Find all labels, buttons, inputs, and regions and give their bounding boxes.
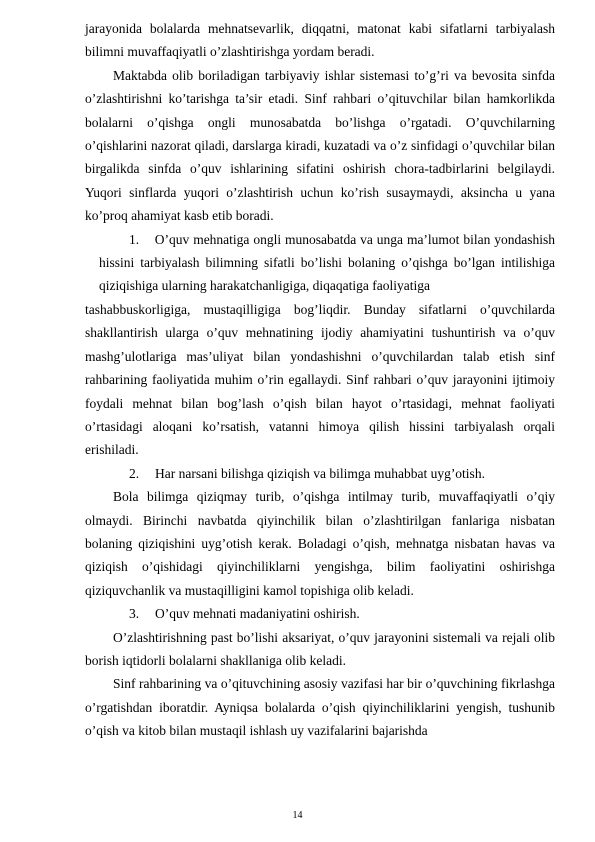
list-item-2-text: Har narsani bilishga qiziqish va bilimga muhabbat uyg’otish. [155,465,485,481]
list-item-1-line [99,228,555,298]
paragraph-5: O’zlashtirishning past bo’lishi aksariyat, o’quv jarayonini sistemali va rejali olib borish iqtidorli bolalarni shakllaniga olib keladi. [85,629,555,668]
list-item-2-number: 2. [129,465,140,481]
list-item-1-number: 1. [129,231,140,247]
paragraph-6: Sinf rahbarining va o’qituvchining asosiy vazifasi har bir o’quvchining fikrlashga o’rgatishdan iboratdir. Ayniqsa bolalarda o’qish qiyinchiliklarini yengish, tushunib o’qish va kitob bilan mustaqil ishlash uy vazifalarini bajarishda [85,676,555,739]
paragraph-1: jarayonida bolalarda mehnatsevarlik, diqqatni, matonat kabi sifatlarni tarbiyalash bilimni muvaffaqiyatli o’zlashtirishga yordam beradi. [85,21,555,60]
paragraph-4: Bola bilimga qiziqmay turib, o’qishga intilmay turib, muvaffaqiyatli o’qiy olmaydi. Birinchi navbatda qiyinchilik bilan o’zlashtirilgan fanlariga nisbatan bolaning qiziqishini uyg’otish kerak. Boladagi o’qish, mehnatga nisbatan havas va qiziqish o’qishidagi qiyinchiliklarni yengishga, bilim faoliyatini oshirishga qiziquvchanlik va mustaqilligini kamol topishiga olib keladi. [85,489,555,598]
page-number: 14 [292,810,303,821]
list-item-2 [85,462,555,485]
document-body [85,17,555,743]
list-item-3 [85,602,555,625]
list-item-3-number: 3. [129,606,140,622]
paragraph-2: Maktabda olib boriladigan tarbiyaviy ishlar sistemasi to’g’ri va bevosita sinfda o’zlashtirishni ko’tarishga ta’sir etadi. Sinf rahbari o’qituvchilar bilan hamkorlikda bolalarni o’qishga ongli munosabatda bo’lishga o’rgatadi. O’quvchilarning o’qishlarini nazorat qiladi, darslarga kiradi, kuzatadi va o’z sinfidagi o’quvchilar bilan birgalikda sinfda o’quv ishlarining sifatini oshirish chora-tadbirlarini belgilaydi. Yuqori sinflarda yuqori o’zlashtirish uchun ko’rish susaymaydi, aksincha u yana ko’proq ahamiyat kasb etib boradi. [85,67,555,224]
list-item-3-text: O’quv mehnati madaniyatini oshirish. [155,606,360,622]
list-item-1 [85,228,555,298]
paragraph-3: tashabbuskorligiga, mustaqilligiga bog’liqdir. Bunday sifatlarni o’quvchilarda shakllantirish ularga o’quv mehnatining ijodiy ahamiyatini tushuntirish va o’quv mashg’ulotlariga mas’uliyat bilan yondashishni o’quvchilardan talab etish sinf rahbarining faoliyatida muhim o’rin egallaydi. Sinf rahbari o’quv jarayonini ijtimoiy foydali mehnat bilan bog’lash o’qish bilan hayot o’rtasidagi, mehnat faoliyati o’rtasidagi aloqani ko’rsatish, vatanni himoya qilish hissini tarbiyalash orqali erishiladi. [85,301,555,458]
list-item-1-text: O’quv mehnatiga ongli munosabatda va unga ma’lumot bilan yondashish hissini tarbiyalash bilimning sifatli bo’lishi bolaning o’qishga bo’lgan intilishiga qiziqishiga ularning harakatchanligiga, diqaqatiga faoliyatiga [99,231,555,294]
